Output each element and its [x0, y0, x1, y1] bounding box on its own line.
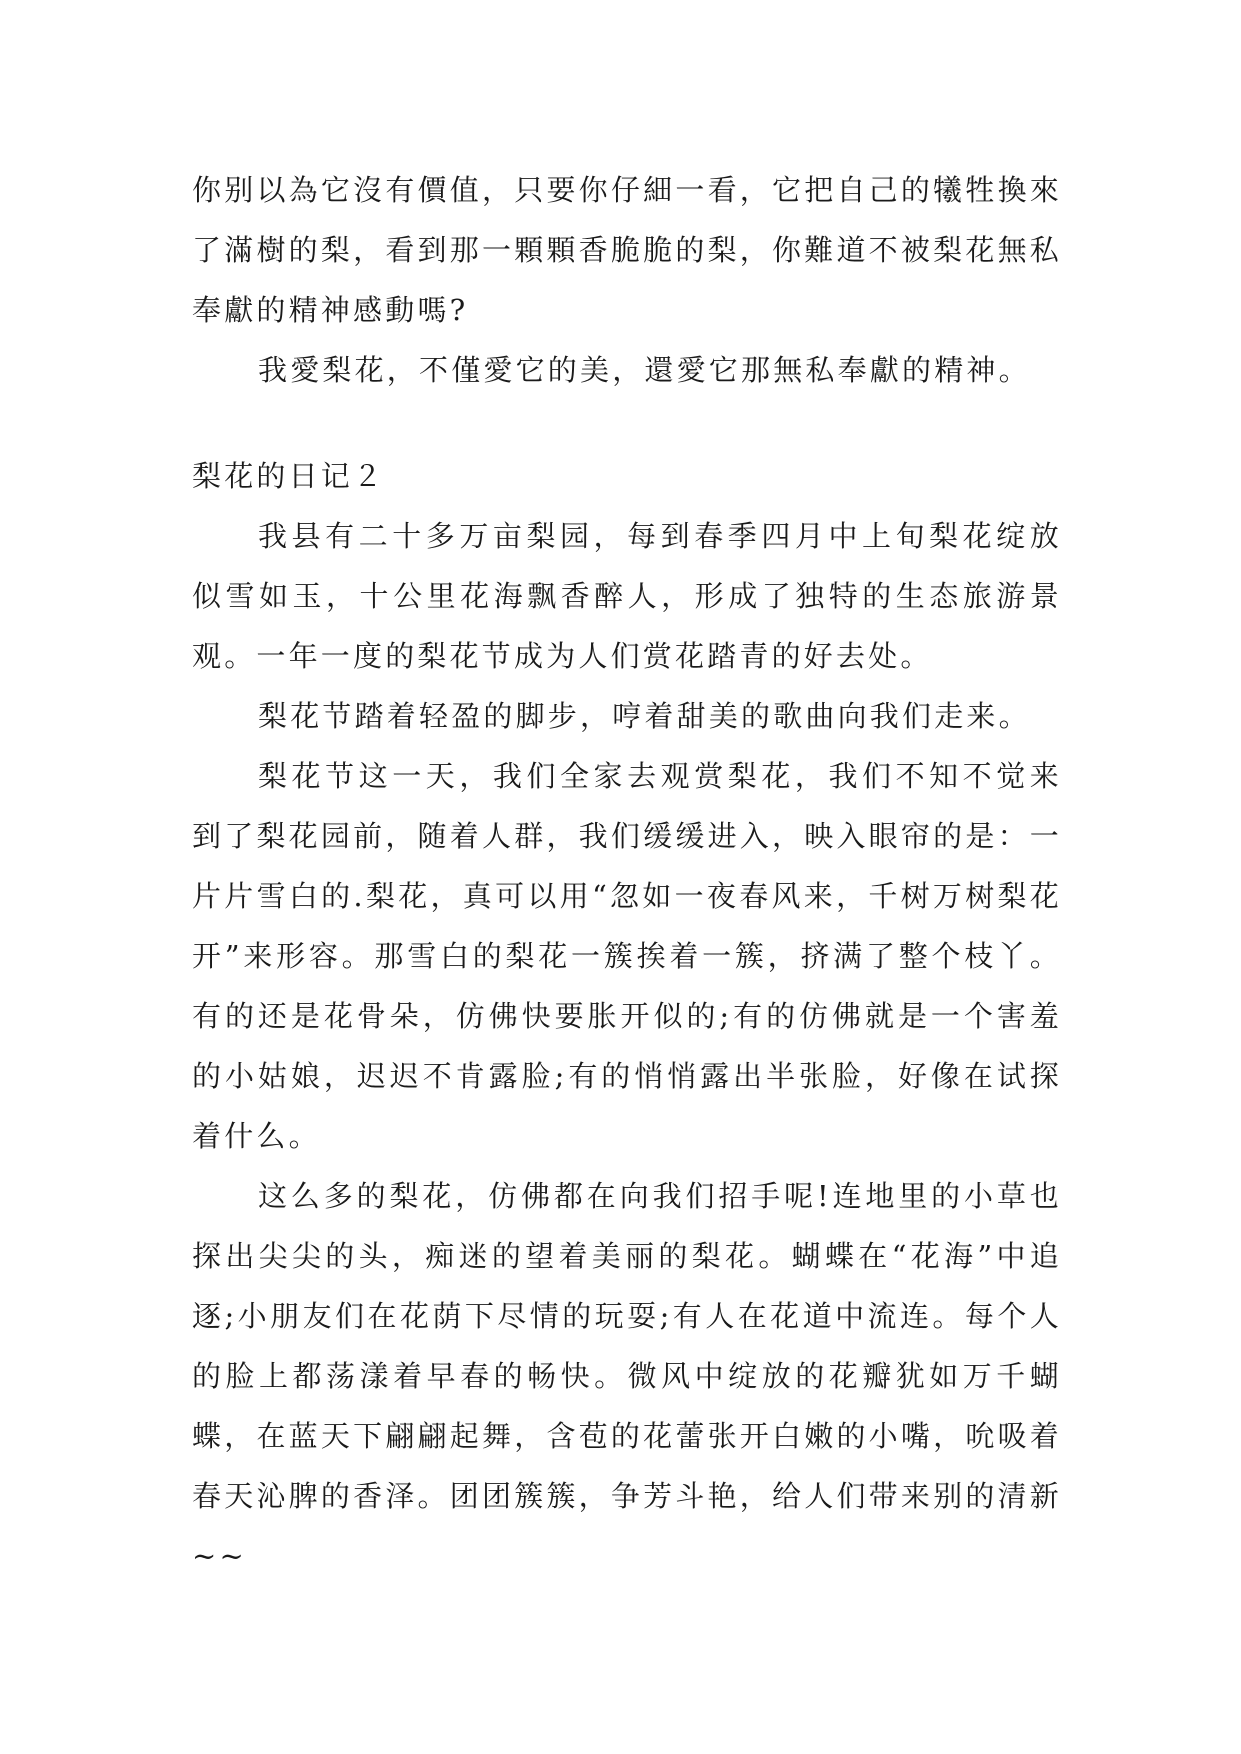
- document-page: [192, 160, 1062, 1586]
- continuation-paragraph-2: 我愛梨花，不僅愛它的美，還愛它那無私奉獻的精神。: [258, 353, 1031, 387]
- body-paragraph-2: 梨花节踏着轻盈的脚步，哼着甜美的歌曲向我们走来。: [258, 699, 1031, 733]
- body-paragraph-1: 我县有二十多万亩梨园，每到春季四月中上旬梨花绽放似雪如玉，十公里花海飘香醉人，形成了独特的生态旅游景观。一年一度的梨花节成为人们赏花踏青的好去处。: [192, 519, 1062, 673]
- section-title: 梨花的日记２: [192, 459, 386, 493]
- continuation-paragraph-1: 你别以為它沒有價值，只要你仔細一看，它把自己的犧牲換來了滿樹的梨，看到那一顆顆香脆脆的梨，你難道不被梨花無私奉獻的精神感動嗎?: [192, 173, 1062, 327]
- section-gap: [192, 400, 1062, 446]
- body-paragraph-4: 这么多的梨花，仿佛都在向我们招手呢!连地里的小草也探出尖尖的头，痴迷的望着美丽的梨花。蝴蝶在“花海”中追逐;小朋友们在花荫下尽情的玩耍;有人在花道中流连。每个人的脸上都荡漾着早春的畅快。微风中绽放的花瓣犹如万千蝴蝶，在蓝天下翩翩起舞，含苞的花蕾张开白嫩的小嘴，吮吸着春天沁脾的香泽。团团簇簇，争芳斗艳，给人们带来别的清新~~: [192, 1179, 1062, 1573]
- body-paragraph-3: 梨花节这一天，我们全家去观赏梨花，我们不知不觉来到了梨花园前，随着人群，我们缓缓进入，映入眼帘的是：一片片雪白的.梨花，真可以用“忽如一夜春风来，千树万树梨花开”来形容。那雪白的梨花一簇挨着一簇，挤满了整个枝丫。有的还是花骨朵，仿佛快要胀开似的;有的仿佛就是一个害羞的小姑娘，迟迟不肯露脸;有的悄悄露出半张脸，好像在试探着什么。: [192, 759, 1062, 1153]
